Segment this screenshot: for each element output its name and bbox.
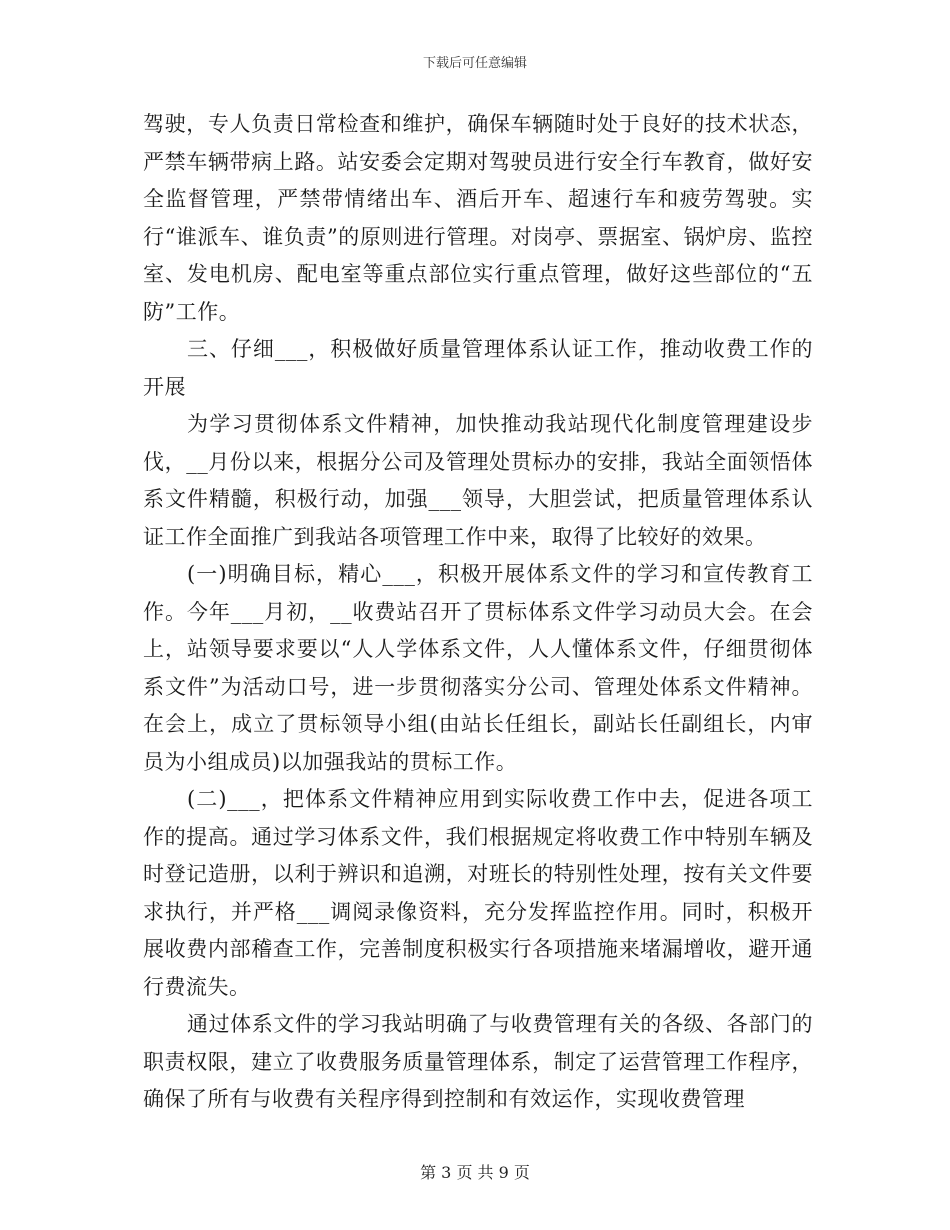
paragraph-1: 驾驶，专人负责日常检查和维护，确保车辆随时处于良好的技术状态，严禁车辆带病上路。站安委会定期对驾驶员进行安全行车教育，做好安全监督管理，严禁带情绪出车、酒后开车、超速行车和疲劳驾驶。实行“谁派车、谁负责”的原则进行管理。对岗亭、票据室、锅炉房、监控室、发电机房、配电室等重点部位实行重点管理，做好这些部位的“五防”工作。 bbox=[143, 112, 813, 324]
section-heading-3: 三、仔细___，积极做好质量管理体系认证工作，推动收费工作的开展 bbox=[143, 337, 813, 399]
paragraph-5: (二)___，把体系文件精神应用到实际收费工作中去，促进各项工作的提高。通过学习体系文件，我们根据规定将收费工作中特别车辆及时登记造册，以利于辨识和追溯，对班长的特别性处理，按有关文件要求执行，并严格___调阅录像资料，充分发挥监控作用。同时，积极开展收费内部稽查工作，完善制度积极实行各项措施来堵漏增收，避开通行费流失。 bbox=[143, 787, 813, 999]
paragraph-3: 为学习贯彻体系文件精神，加快推动我站现代化制度管理建设步伐，__月份以来，根据分公司及管理处贯标办的安排，我站全面领悟体系文件精髓，积极行动，加强___领导，大胆尝试，把质量管理体系认证工作全面推广到我站各项管理工作中来，取得了比较好的效果。 bbox=[143, 412, 813, 549]
paragraph-6: 通过体系文件的学习我站明确了与收费管理有关的各级、各部门的职责权限，建立了收费服务质量管理体系，制定了运营管理工作程序，确保了所有与收费有关程序得到控制和有效运作，实现收费管理 bbox=[143, 1012, 813, 1111]
paragraph-4: (一)明确目标，精心___，积极开展体系文件的学习和宣传教育工作。今年___月初，__收费站召开了贯标体系文件学习动员大会。在会上，站领导要求要以“人人学体系文件，人人懂体系文件，仔细贯彻体系文件”为活动口号，进一步贯彻落实分公司、管理处体系文件精神。在会上，成立了贯标领导小组(由站长任组长，副站长任副组长，内审员为小组成员)以加强我站的贯标工作。 bbox=[143, 562, 813, 774]
document-body bbox=[143, 106, 813, 1119]
header-note: 下载后可任意编辑 bbox=[422, 56, 527, 71]
page-number: 第 3 页 共 9 页 bbox=[420, 1163, 530, 1182]
